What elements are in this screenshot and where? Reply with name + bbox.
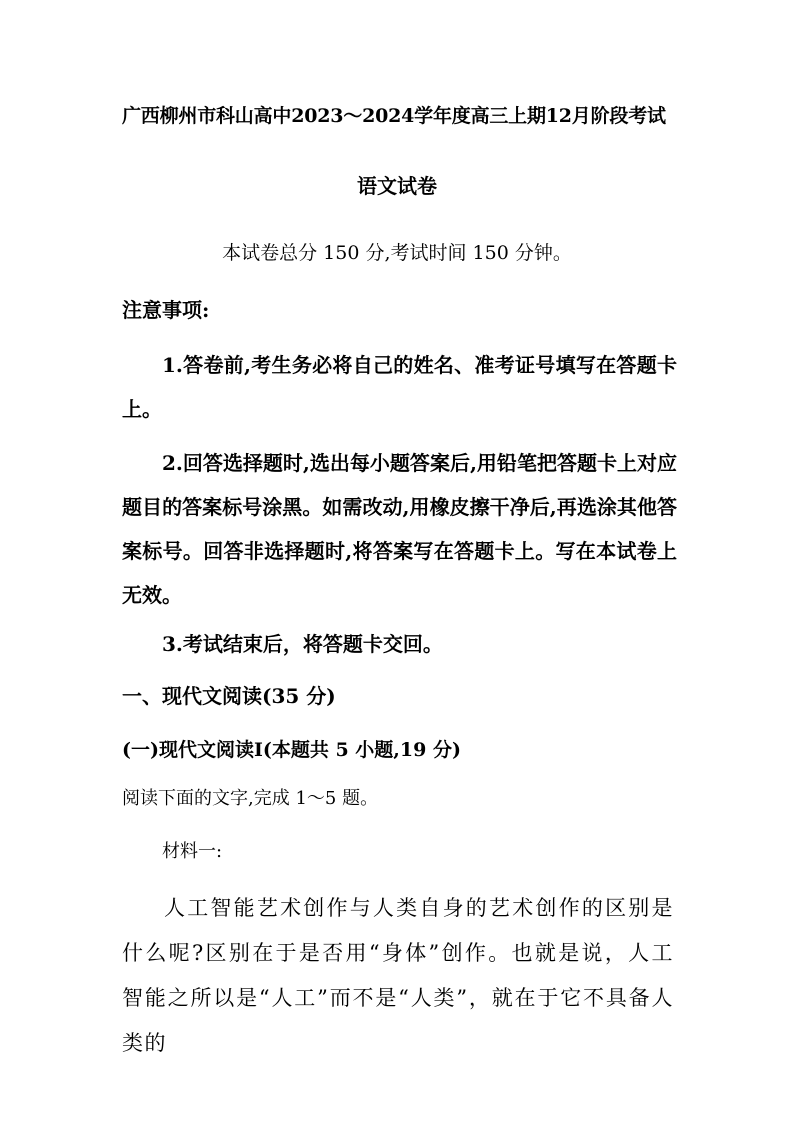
notice-item-1: 1.答卷前,考生务必将自己的姓名、准考证号填写在答题卡上。 <box>122 353 677 421</box>
notice-item-2: 2.回答选择题时,选出每小题答案后,用铅笔把答题卡上对应题目的答案标号涂黑。如需改动,用橡皮擦干净后,再选涂其他答案标号。回答非选择题时,将答案写在答题卡上。写在本试卷上无效。 <box>122 451 677 607</box>
section-heading: 一、现代文阅读(35 分) <box>122 684 336 708</box>
exam-title: 广西柳州市科山高中2023～2024学年度高三上期12月阶段考试 <box>122 105 666 127</box>
exam-info: 本试卷总分 150 分,考试时间 150 分钟。 <box>222 242 572 264</box>
material-paragraph: 人工智能艺术创作与人类自身的艺术创作的区别是什么呢?区别在于是否用“身体”创作。也就是说，人工智能之所以是“人工”而不是“人类”，就在于它不具备人类的 <box>122 896 674 1055</box>
reading-instruction: 阅读下面的文字,完成 1～5 题。 <box>122 788 379 809</box>
material-label: 材料一: <box>162 841 223 862</box>
subject-title: 语文试卷 <box>357 174 437 198</box>
subsection-heading: (一)现代文阅读Ⅰ(本题共 5 小题,19 分) <box>122 739 461 761</box>
notice-item-3: 3.考试结束后，将答题卡交回。 <box>162 632 443 656</box>
notice-heading: 注意事项: <box>122 298 210 322</box>
